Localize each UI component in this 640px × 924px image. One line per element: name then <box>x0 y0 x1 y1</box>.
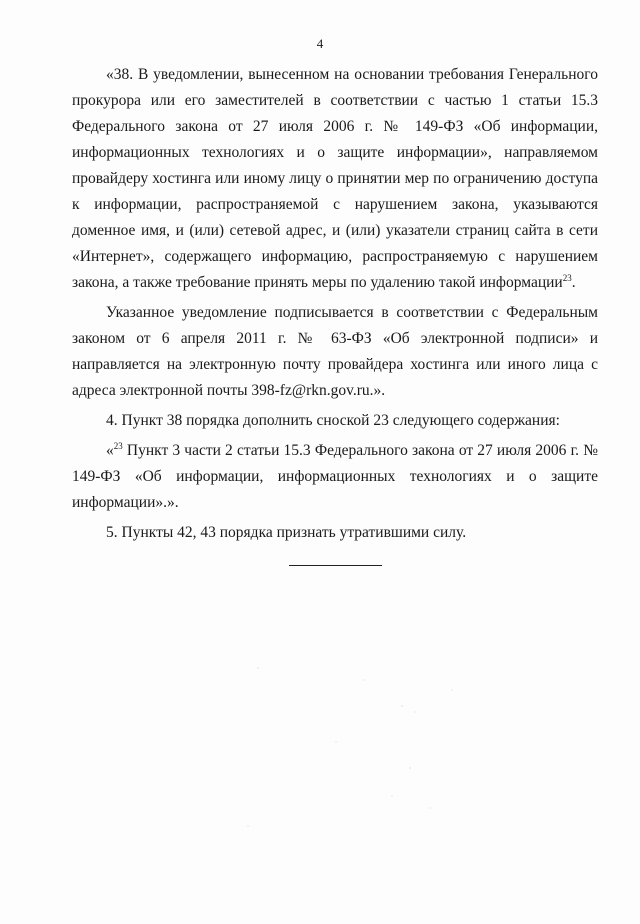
paragraph-38-end: . <box>571 274 576 291</box>
paragraph-38-text: «38. В уведомлении, вынесенном на основании требования Генерального прокурора или его заместителей в соответствии с частью 1 статьи 15.3 Федерального закона от 27 июля 2006 г. № 149-ФЗ «Об информации, информационных технологиях и о защите информации», направляемом провайдеру хостинга или иному лицу о принятии мер по ограничению доступа к информации, распространяемой с нарушением закона, указываются доменное имя, и (или) сетевой адрес, и (или) указатели страниц сайта в сети «Интернет», содержащего информацию, распространяемую с нарушением закона, а также требование принять меры по удалению такой информации <box>72 66 598 291</box>
page-number: 4 <box>316 36 324 51</box>
paragraph-signature-text: Указанное уведомление подписывается в соответствии с Федеральным законом от 6 апреля 2011 г. № 63-ФЗ «Об электронной подписи» и направляется на электронную почту провайдера хостинга или иного лица с адреса электронной почты 398-fz@rkn.gov.ru.». <box>72 304 598 399</box>
paragraph-footnote-23-text: Пункт 3 части 2 статьи 15.3 Федерального закона от 27 июля 2006 г. № 149-ФЗ «Об информации, информационных технологиях и о защите информации».». <box>72 442 598 511</box>
footnote-mark-23: 23 <box>113 441 123 451</box>
paragraph-item-4-text: 4. Пункт 38 порядка дополнить сноской 23 следующего содержания: <box>106 412 560 429</box>
paragraph-item-5-text: 5. Пункты 42, 43 порядка признать утратившими силу. <box>106 524 467 541</box>
footnote-open-quote: « <box>106 442 114 459</box>
footnote-ref-23: 23 <box>562 273 572 283</box>
